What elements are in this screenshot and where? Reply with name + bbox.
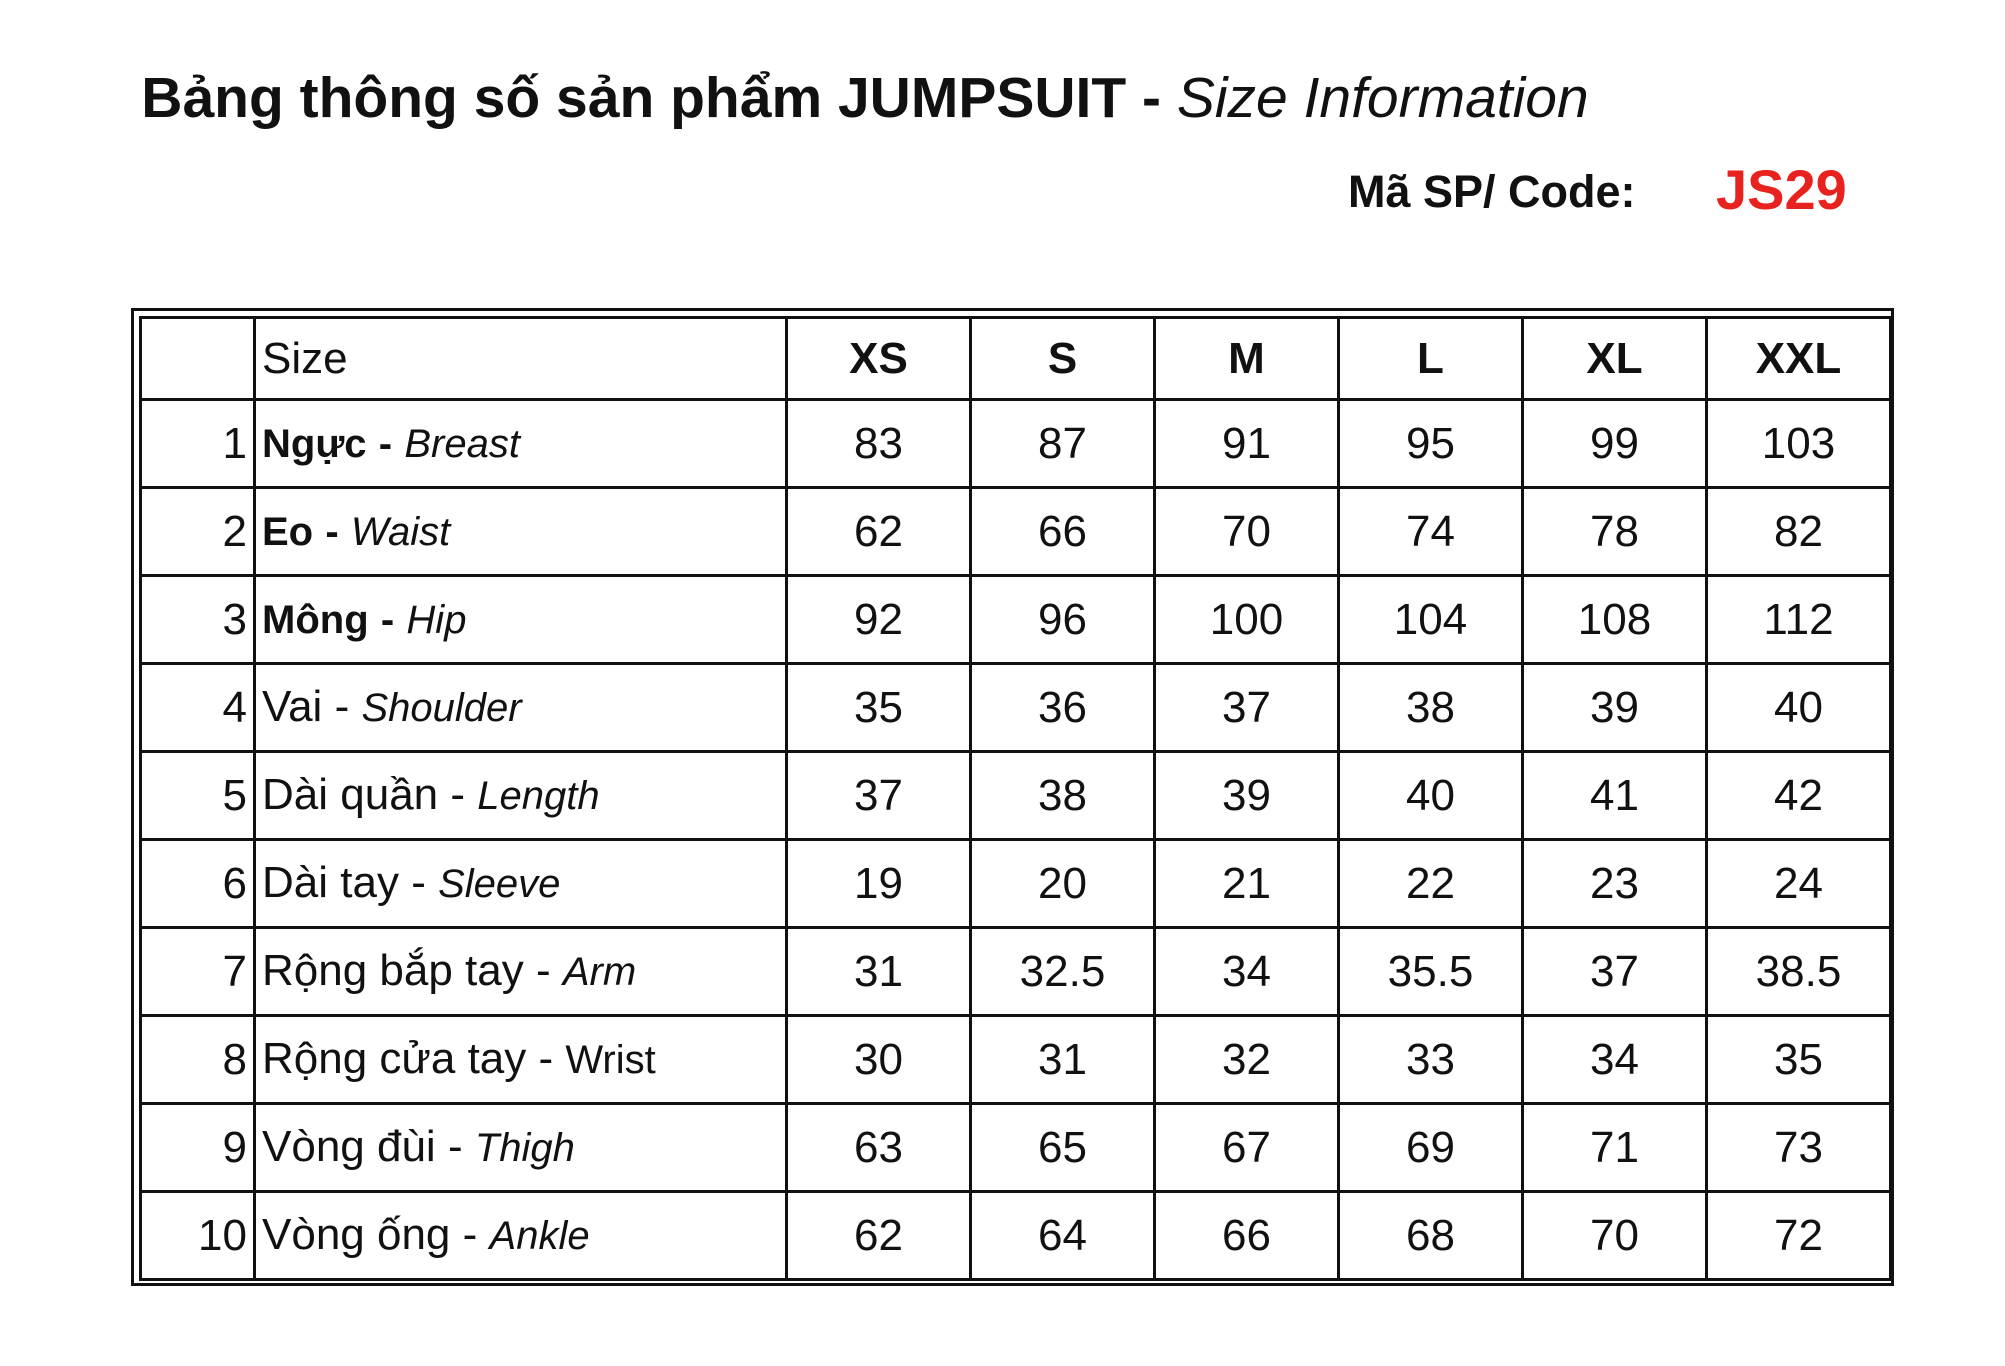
measurement-label bbox=[255, 1016, 787, 1104]
row-number: 6 bbox=[141, 840, 255, 928]
table-row bbox=[141, 488, 1891, 576]
size-value-cell: 39 bbox=[1155, 752, 1339, 840]
size-value-cell: 37 bbox=[1155, 664, 1339, 752]
measurement-separator: - bbox=[334, 682, 350, 731]
measurement-name-en: Sleeve bbox=[438, 862, 561, 906]
row-number: 10 bbox=[141, 1192, 255, 1280]
measurement-name-vi: Rộng bắp tay bbox=[262, 946, 524, 995]
measurement-name-en: Arm bbox=[562, 950, 637, 994]
size-value-cell: 24 bbox=[1707, 840, 1891, 928]
size-value-cell: 62 bbox=[787, 488, 971, 576]
row-number: 1 bbox=[141, 400, 255, 488]
product-code-label: Mã SP/ Code: bbox=[1348, 166, 1636, 217]
size-value-cell: 64 bbox=[971, 1192, 1155, 1280]
measurement-name-en: Shoulder bbox=[361, 686, 522, 730]
measurement-separator: - bbox=[538, 1034, 554, 1083]
size-value-cell: 108 bbox=[1523, 576, 1707, 664]
size-value-cell: 83 bbox=[787, 400, 971, 488]
size-value-cell: 65 bbox=[971, 1104, 1155, 1192]
measurement-label bbox=[255, 664, 787, 752]
size-value-cell: 31 bbox=[787, 928, 971, 1016]
table-row bbox=[141, 928, 1891, 1016]
size-value-cell: 66 bbox=[971, 488, 1155, 576]
size-value-cell: 78 bbox=[1523, 488, 1707, 576]
title-main: Bảng thông số sản phẩm JUMPSUIT - bbox=[141, 66, 1161, 130]
measurement-separator: - bbox=[535, 946, 551, 995]
row-number: 2 bbox=[141, 488, 255, 576]
measurement-label bbox=[255, 576, 787, 664]
measurement-name-vi: Mông bbox=[262, 598, 369, 642]
product-code-value: JS29 bbox=[1716, 158, 1847, 221]
size-header-m: M bbox=[1155, 318, 1339, 400]
row-number: 8 bbox=[141, 1016, 255, 1104]
table-row bbox=[141, 752, 1891, 840]
measurement-name-vi: Vai bbox=[262, 682, 323, 731]
size-value-cell: 32 bbox=[1155, 1016, 1339, 1104]
measurement-label bbox=[255, 928, 787, 1016]
row-number: 7 bbox=[141, 928, 255, 1016]
size-value-cell: 112 bbox=[1707, 576, 1891, 664]
measurement-name-en: Thigh bbox=[474, 1126, 575, 1170]
size-value-cell: 23 bbox=[1523, 840, 1707, 928]
size-value-cell: 32.5 bbox=[971, 928, 1155, 1016]
size-value-cell: 40 bbox=[1707, 664, 1891, 752]
size-header-xl: XL bbox=[1523, 318, 1707, 400]
size-table-frame bbox=[131, 308, 1894, 1286]
header-size-label: Size bbox=[255, 318, 787, 400]
table-row bbox=[141, 1016, 1891, 1104]
row-number: 4 bbox=[141, 664, 255, 752]
size-value-cell: 92 bbox=[787, 576, 971, 664]
size-value-cell: 74 bbox=[1339, 488, 1523, 576]
size-value-cell: 68 bbox=[1339, 1192, 1523, 1280]
size-value-cell: 35 bbox=[1707, 1016, 1891, 1104]
size-value-cell: 42 bbox=[1707, 752, 1891, 840]
size-value-cell: 40 bbox=[1339, 752, 1523, 840]
size-value-cell: 19 bbox=[787, 840, 971, 928]
table-row bbox=[141, 576, 1891, 664]
size-header-s: S bbox=[971, 318, 1155, 400]
table-row bbox=[141, 1104, 1891, 1192]
size-value-cell: 67 bbox=[1155, 1104, 1339, 1192]
size-header-l: L bbox=[1339, 318, 1523, 400]
table-row bbox=[141, 400, 1891, 488]
size-value-cell: 103 bbox=[1707, 400, 1891, 488]
measurement-name-vi: Dài tay bbox=[262, 858, 399, 907]
measurement-separator: - bbox=[447, 1122, 463, 1171]
size-value-cell: 96 bbox=[971, 576, 1155, 664]
size-value-cell: 36 bbox=[971, 664, 1155, 752]
table-header-row bbox=[141, 318, 1891, 400]
size-value-cell: 21 bbox=[1155, 840, 1339, 928]
size-value-cell: 35 bbox=[787, 664, 971, 752]
size-value-cell: 99 bbox=[1523, 400, 1707, 488]
size-value-cell: 72 bbox=[1707, 1192, 1891, 1280]
size-value-cell: 35.5 bbox=[1339, 928, 1523, 1016]
row-number: 5 bbox=[141, 752, 255, 840]
size-value-cell: 33 bbox=[1339, 1016, 1523, 1104]
measurement-name-vi: Rộng cửa tay bbox=[262, 1034, 527, 1083]
measurement-label bbox=[255, 400, 787, 488]
measurement-separator: - bbox=[411, 858, 426, 907]
measurement-separator: - bbox=[450, 770, 466, 819]
measurement-separator: - bbox=[462, 1210, 478, 1259]
measurement-separator: - bbox=[380, 598, 395, 642]
measurement-name-vi: Eo bbox=[262, 510, 314, 554]
table-row bbox=[141, 1192, 1891, 1280]
size-value-cell: 34 bbox=[1155, 928, 1339, 1016]
size-header-xxl: XXL bbox=[1707, 318, 1891, 400]
size-value-cell: 41 bbox=[1523, 752, 1707, 840]
size-value-cell: 69 bbox=[1339, 1104, 1523, 1192]
measurement-label bbox=[255, 488, 787, 576]
header-empty-cell bbox=[141, 318, 255, 400]
size-header-xs: XS bbox=[787, 318, 971, 400]
size-value-cell: 100 bbox=[1155, 576, 1339, 664]
size-value-cell: 87 bbox=[971, 400, 1155, 488]
size-value-cell: 104 bbox=[1339, 576, 1523, 664]
measurement-name-en: Ankle bbox=[489, 1214, 590, 1258]
measurement-name-en: Breast bbox=[404, 422, 520, 466]
size-value-cell: 20 bbox=[971, 840, 1155, 928]
size-value-cell: 71 bbox=[1523, 1104, 1707, 1192]
size-value-cell: 39 bbox=[1523, 664, 1707, 752]
measurement-name-vi: Vòng ống bbox=[262, 1210, 451, 1259]
size-value-cell: 34 bbox=[1523, 1016, 1707, 1104]
measurement-name-vi: Dài quần bbox=[262, 770, 439, 819]
measurement-separator: - bbox=[325, 510, 339, 554]
table-row bbox=[141, 840, 1891, 928]
size-value-cell: 37 bbox=[787, 752, 971, 840]
size-value-cell: 38.5 bbox=[1707, 928, 1891, 1016]
measurement-label bbox=[255, 752, 787, 840]
size-value-cell: 70 bbox=[1155, 488, 1339, 576]
measurement-name-vi: Ngực bbox=[262, 422, 367, 466]
size-value-cell: 62 bbox=[787, 1192, 971, 1280]
size-value-cell: 70 bbox=[1523, 1192, 1707, 1280]
measurement-name-vi: Vòng đùi bbox=[262, 1122, 436, 1171]
row-number: 3 bbox=[141, 576, 255, 664]
size-value-cell: 82 bbox=[1707, 488, 1891, 576]
size-value-cell: 38 bbox=[1339, 664, 1523, 752]
measurement-name-en: Hip bbox=[406, 598, 467, 642]
size-value-cell: 95 bbox=[1339, 400, 1523, 488]
size-value-cell: 22 bbox=[1339, 840, 1523, 928]
size-value-cell: 63 bbox=[787, 1104, 971, 1192]
measurement-label bbox=[255, 1192, 787, 1280]
size-value-cell: 37 bbox=[1523, 928, 1707, 1016]
measurement-name-en: Length bbox=[477, 774, 600, 818]
measurement-label bbox=[255, 1104, 787, 1192]
size-value-cell: 66 bbox=[1155, 1192, 1339, 1280]
size-value-cell: 73 bbox=[1707, 1104, 1891, 1192]
measurement-name-en: Wrist bbox=[565, 1038, 656, 1082]
size-value-cell: 38 bbox=[971, 752, 1155, 840]
size-table bbox=[139, 316, 1892, 1281]
size-value-cell: 91 bbox=[1155, 400, 1339, 488]
measurement-separator: - bbox=[378, 422, 393, 466]
measurement-name-en: Waist bbox=[350, 510, 451, 554]
size-value-cell: 30 bbox=[787, 1016, 971, 1104]
row-number: 9 bbox=[141, 1104, 255, 1192]
measurement-label bbox=[255, 840, 787, 928]
table-row bbox=[141, 664, 1891, 752]
page-title bbox=[0, 62, 1730, 134]
title-italic: Size Information bbox=[1176, 66, 1589, 130]
size-value-cell: 31 bbox=[971, 1016, 1155, 1104]
